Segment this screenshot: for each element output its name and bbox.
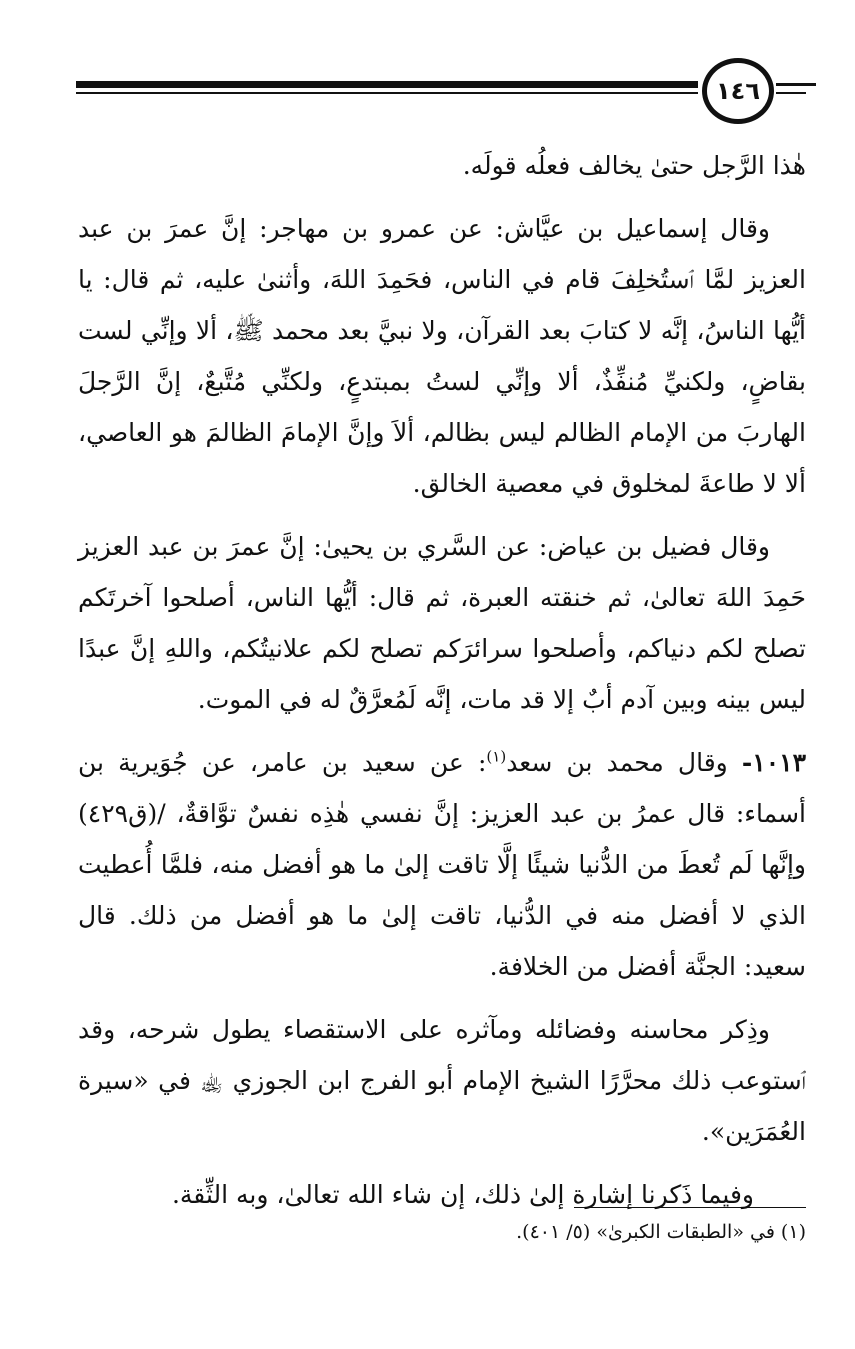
footnote-divider [574, 1207, 806, 1208]
page-number: ١٤٦ [716, 77, 760, 105]
paragraph-5: وذِكر محاسنه وفضائله ومآثره على الاستقصاء يطول شرحه، وقد ٱستوعب ذلك محرَّرًا الشيخ الإمام أبو الفرج ابن الجوزي ﵀ في «سيرة العُمَرَين». [78, 1015, 806, 1146]
header-rule-right-thick [776, 83, 816, 86]
entry-number: ١٠١٣- [741, 748, 806, 777]
footnote-marker: (١) [486, 747, 507, 766]
page-number-badge [702, 58, 774, 124]
paragraph-3: وقال فضيل بن عياض: عن السَّري بن يحيىٰ: إنَّ عمرَ بن عبد العزيز حَمِدَ اللهَ تعالىٰ، ثم خنقته العبرة، ثم قال: أيُّها الناس، أصلحوا آخرتَكم تصلح لكم دنياكم، وأصلحوا سرائرَكم تصلح لكم علانيتُكم، واللهِ إنَّ عبدًا ليس بينه وبين آدم أبٌ إلا قد مات، إنَّه لَمُعرَّقٌ له في الموت. [78, 532, 806, 714]
paragraph-4-text-b: : عن سعيد بن عامر، عن جُوَيرية بن أسماء: قال عمرُ بن عبد العزيز: إنَّ نفسي هٰذِه نفسٌ توَّاقةٌ، /(ق٤٢٩) وإنَّها لَم تُعطَ من الدُّنيا شيئًا إلَّا تاقت إلىٰ ما هو أفضل منه، فلمَّا أُعطيت الذي لا أفضل منه في الدُّنيا، تاقت إلىٰ ما هو أفضل من ذلك. قال سعيد: الجنَّة أفضل من الخلافة. [78, 748, 806, 981]
paragraph-4 [78, 737, 806, 992]
header-rule-thin [76, 92, 698, 94]
paragraph-4-text-a: وقال محمد بن سعد [506, 748, 728, 777]
header-rule-thick [76, 81, 698, 88]
header-rule-right-thin [776, 92, 806, 94]
paragraph-1: هٰذا الرَّجل حتىٰ يخالف فعلُه قولَه. [462, 151, 806, 180]
paragraph-2: وقال إسماعيل بن عيَّاش: عن عمرو بن مهاجر: إنَّ عمرَ بن عبد العزيز لمَّا ٱستُخلِفَ قام في الناس، فحَمِدَ اللهَ، وأثنىٰ عليه، ثم قال: يا أيُّها الناسُ، إنَّه لا كتابَ بعد القرآن، ولا نبيَّ بعد محمد ﷺ، ألا وإنِّي لست بقاضٍ، ولكنيِّ مُنفِّذٌ، ألا وإنِّي لستُ بمبتدعٍ، ولكنِّي مُتَّبعٌ، إنَّ الرَّجلَ الهاربَ من الإمام الظالم ليس بظالم، ألاَ وإنَّ الإمامَ الظالمَ هو العاصي، ألا لا طاعةَ لمخلوق في معصية الخالق. [78, 214, 806, 498]
paragraph-6: وفيما ذَكرنا إشارة إلىٰ ذلك، إن شاء الله تعالىٰ، وبه الثِّقة. [171, 1180, 754, 1209]
page-body [78, 140, 806, 1232]
page-header [76, 56, 806, 128]
footnote: (١) في «الطبقات الكبرىٰ» (٥/ ٤٠١). [516, 1221, 806, 1243]
